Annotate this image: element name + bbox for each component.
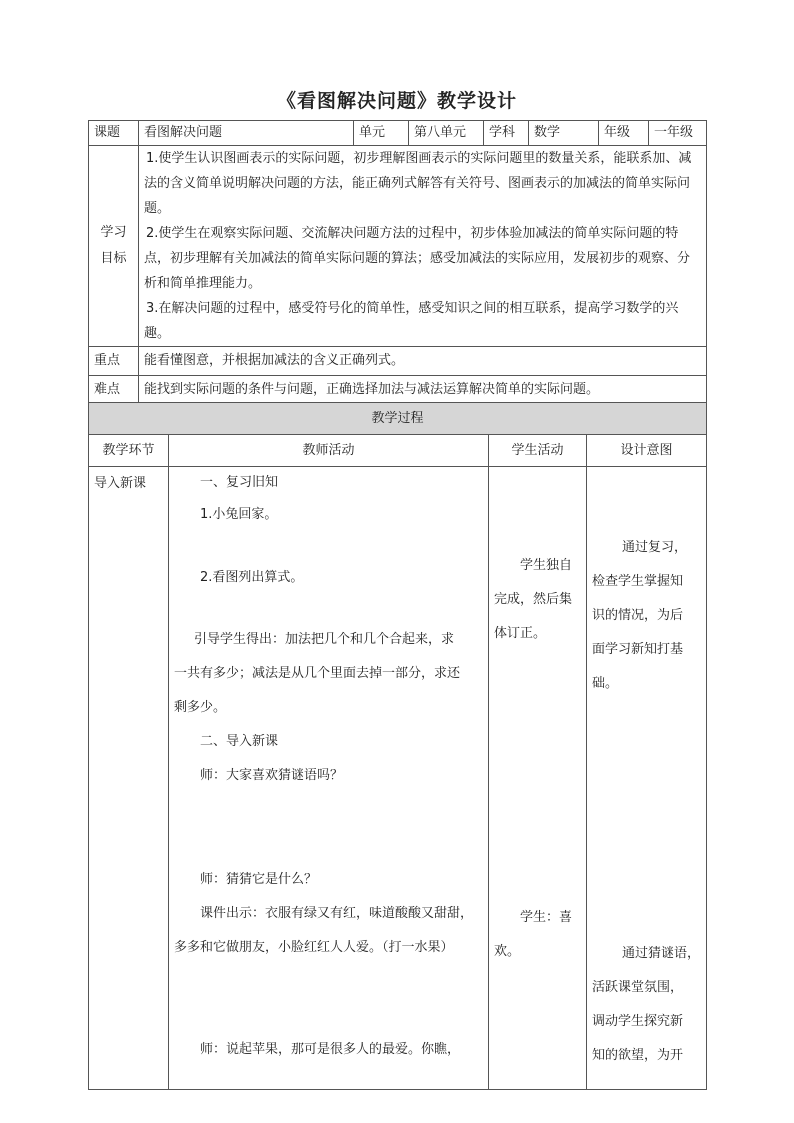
stage-cell: [89, 467, 169, 1090]
teacher-line: [174, 827, 483, 863]
intent-line: 识的情况，为后: [592, 608, 684, 623]
teacher-line: 多多和它做朋友，小脸红红人人爱。（打一水果）: [174, 940, 454, 955]
stage-label: 导入新课: [94, 476, 147, 491]
label-difficulty: 难点: [89, 376, 139, 405]
goal-item: 1.使学生认识图画表示的实际问题，初步理解图画表示的实际问题里的数量关系，能联系加、减法的含义简单说明解决问题的方法，能正确列式解答有关符号、图画表示的加减法的简单实际问题。: [144, 151, 692, 216]
label-topic: 课题: [89, 121, 139, 146]
label-key-point: 重点: [89, 347, 139, 376]
intent-line: 检查学生掌握知: [592, 574, 684, 589]
student-activity: [489, 467, 587, 1090]
intent-line: 通过复习，: [622, 540, 688, 555]
difficulty-text: 能找到实际问题的条件与问题，正确选择加法与减法运算解决简单的实际问题。: [139, 376, 707, 405]
teacher-line: [174, 965, 483, 999]
teacher-line: 师：猜猜它是什么？: [200, 872, 318, 887]
key-point-text: 能看懂图意，并根据加减法的含义正确列式。: [139, 347, 707, 376]
teacher-line: 1.小兔回家。: [200, 507, 278, 522]
intent-line: 知的欲望，为开: [592, 1048, 684, 1063]
student-line: 欢。: [494, 944, 521, 959]
teacher-line: [174, 531, 483, 561]
label-unit: 单元: [354, 121, 409, 146]
teacher-line: 2.看图列出算式。: [200, 570, 304, 585]
goal-item: 3.在解决问题的过程中，感受符号化的简单性，感受知识之间的相互联系，提高学习数学的兴趣。: [144, 301, 679, 341]
teacher-line: 二、导入新课: [200, 734, 279, 749]
column-intent: 设计意图: [587, 435, 707, 467]
column-student: 学生活动: [489, 435, 587, 467]
teacher-line: 引导学生得出：加法把几个和几个合起来，求: [194, 632, 455, 647]
document-title: 《看图解决问题》教学设计: [276, 90, 517, 112]
process-header: 教学过程: [89, 403, 707, 435]
topic-value: 看图解决问题: [139, 121, 354, 146]
unit-value: 第八单元: [409, 121, 484, 146]
intent-line: 面学习新知打基: [592, 642, 684, 657]
student-line: 完成，然后集: [494, 592, 573, 607]
teacher-activity: [169, 467, 489, 1090]
label-grade: 年级: [599, 121, 649, 146]
student-line: 学生：喜: [520, 910, 573, 925]
teacher-line: 师：大家喜欢猜谜语吗？: [200, 768, 344, 783]
teacher-line: 剩多少。: [174, 700, 227, 715]
teacher-line: 师：说起苹果，那可是很多人的最爱。你瞧，: [200, 1042, 461, 1057]
teacher-line: [174, 999, 483, 1033]
label-goals: [89, 146, 139, 347]
student-line: 学生独自: [520, 558, 573, 573]
process-table: [88, 402, 707, 1090]
teacher-line: [174, 595, 483, 623]
subject-value: 数学: [529, 121, 599, 146]
goals-content: [139, 146, 707, 347]
goals-label: 学习目标: [100, 225, 127, 266]
intent-line: 础。: [592, 676, 619, 691]
intent-line: 调动学生探究新: [592, 1014, 684, 1029]
label-subject: 学科: [484, 121, 529, 146]
student-line: 体订正。: [494, 626, 547, 641]
teacher-line: 课件出示：衣服有绿又有红，味道酸酸又甜甜，: [200, 906, 474, 921]
goal-item: 2.使学生在观察实际问题、交流解决问题方法的过程中，初步体验加减法的简单实际问题的特点，初步理解有关加减法的简单实际问题的算法；感受加减法的实际应用，发展初步的观察、分析和简单推理能力。: [144, 226, 691, 291]
teacher-line: 一、复习旧知: [200, 475, 279, 490]
design-intent: [587, 467, 707, 1090]
teacher-line: 一共有多少；减法是从几个里面去掉一部分，求还: [174, 666, 461, 681]
column-teacher: 教师活动: [169, 435, 489, 467]
info-table: [88, 120, 707, 405]
intent-line: 活跃课堂氛围，: [592, 980, 684, 995]
column-stage: 教学环节: [89, 435, 169, 467]
grade-value: 一年级: [649, 121, 707, 146]
teacher-line: [174, 793, 483, 827]
intent-line: 通过猜谜语，: [622, 946, 701, 961]
